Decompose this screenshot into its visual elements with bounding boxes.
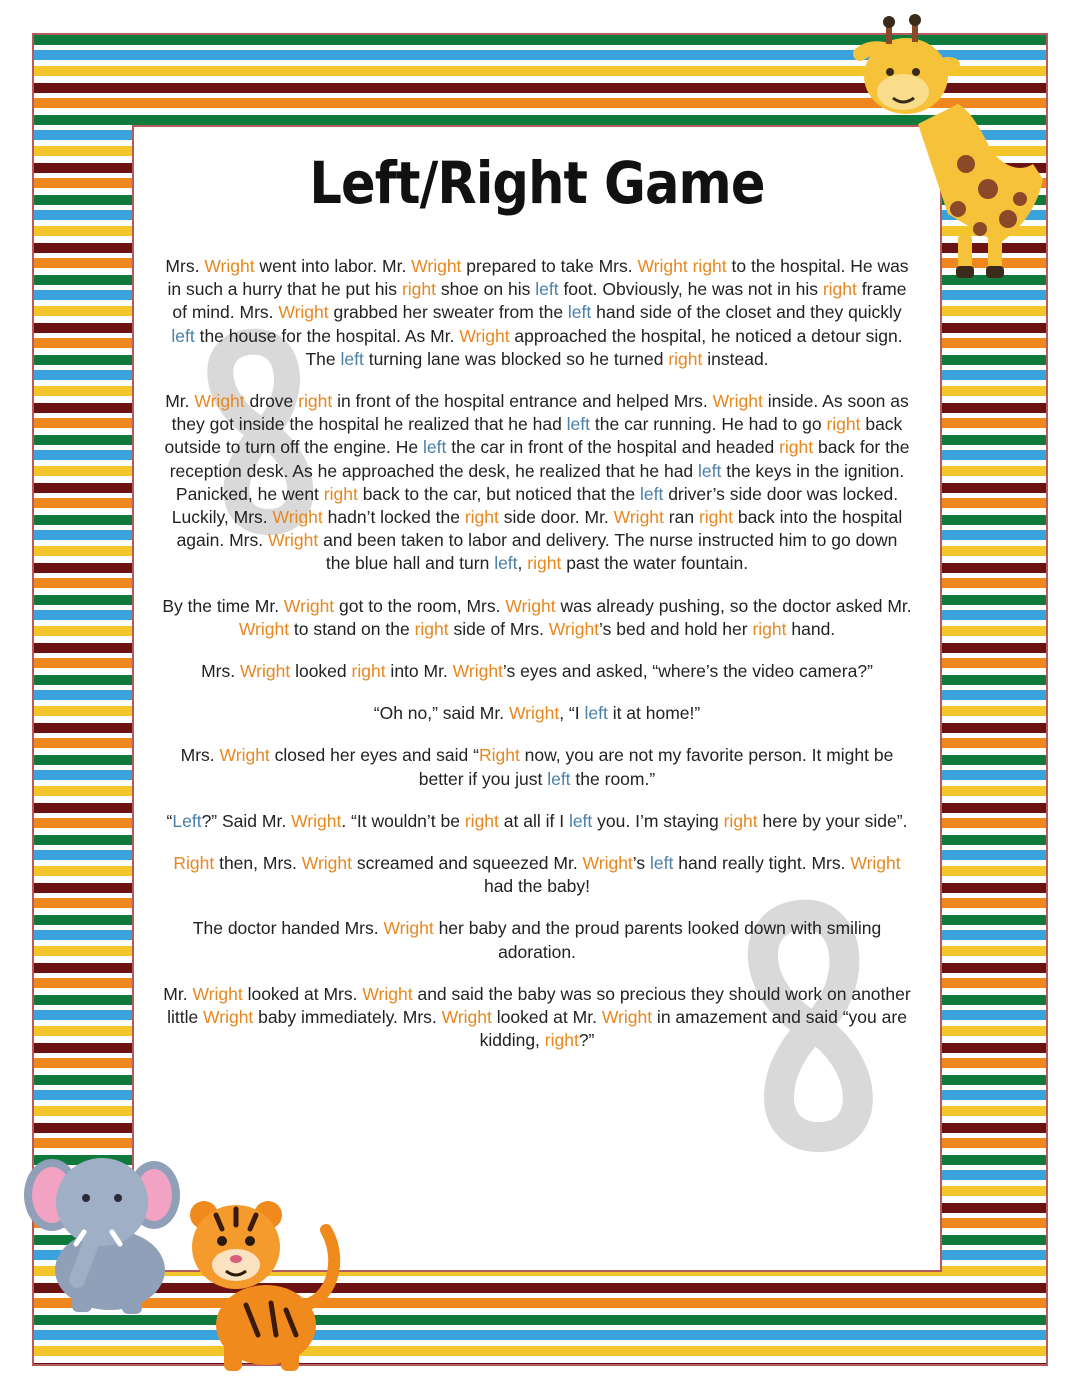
story-text-segment: the room.” — [570, 768, 656, 789]
highlight-right-word: Wright — [301, 853, 352, 874]
story-text-segment: back for the reception desk. As he approached the desk, he realized that he had — [169, 437, 910, 481]
story-text-segment: Mrs. — [201, 661, 240, 682]
story-text-segment: ’s eyes and asked, “where’s the video camera?” — [502, 661, 873, 682]
highlight-right-word: Wright — [283, 595, 335, 616]
story-text-segment: to stand on the — [289, 618, 415, 639]
story-text-segment: driver’s side door was locked. Luckily, Mrs. — [171, 483, 899, 528]
highlight-left-word: left — [639, 483, 664, 504]
story-text-segment: past the water fountain. — [561, 553, 749, 574]
story-text-segment: and been taken to labor and delivery. The nurse instructed him to go down the blue hall and turn — [318, 530, 898, 574]
story-text-segment: turning lane was blocked so he turned — [363, 348, 669, 369]
highlight-left-word: left — [535, 279, 559, 300]
story-text-segment: closed her eyes and said “ — [269, 745, 479, 766]
highlight-left-word: left — [698, 460, 722, 481]
highlight-right-word: Wright — [548, 618, 600, 639]
story-text-segment: baby immediately. Mrs. — [253, 1007, 442, 1028]
story-text-segment: the house for the hospital. As Mr. — [194, 325, 460, 346]
highlight-right-word: right — [822, 279, 857, 300]
story-paragraph — [162, 702, 912, 725]
highlight-right-word: right — [826, 414, 861, 435]
highlight-right-word: Wright — [613, 507, 664, 528]
highlight-right-word: right — [692, 256, 727, 276]
story-paragraph — [162, 810, 912, 833]
story-text-segment: back outside to turn off the engine. He — [164, 414, 903, 458]
story-text-segment: screamed and squeezed Mr. — [352, 853, 583, 874]
highlight-right-word: right — [351, 661, 386, 682]
highlight-right-word: right — [323, 483, 358, 504]
highlight-right-word: Wright — [291, 810, 342, 831]
highlight-right-word: Wright — [452, 661, 503, 682]
highlight-left-word: left — [547, 768, 571, 789]
highlight-right-word: Wright — [508, 703, 560, 724]
highlight-right-word: Wright — [239, 661, 291, 682]
story-text-segment: hand. — [786, 618, 836, 639]
story-text-segment: side of Mrs. — [448, 618, 549, 639]
highlight-right-word: Wright — [238, 618, 290, 639]
story-paragraph — [162, 660, 912, 683]
highlight-right-word: right — [544, 1030, 579, 1051]
story-text-segment: ’s bed and hold her — [599, 618, 753, 639]
story-text-segment: frame of mind. Mrs. — [172, 279, 907, 323]
highlight-left-word: left — [494, 553, 518, 574]
story-text-segment: you. I’m staying — [592, 810, 724, 831]
highlight-right-word: right — [298, 391, 333, 412]
story-text-segment: the keys in the ignition. Panicked, he went — [175, 460, 905, 504]
story-text-segment: back into the hospital again. Mrs. — [176, 507, 903, 551]
highlight-right-word: Wright — [362, 983, 413, 1004]
story-text-segment: . “It wouldn’t be — [341, 810, 465, 831]
highlight-right-word: Wright — [637, 256, 688, 276]
story-text-segment: side door. Mr. — [498, 507, 614, 528]
highlight-right-word: right — [464, 810, 499, 831]
highlight-left-word: left — [171, 325, 195, 346]
story-text-segment: in front of the hospital entrance and helped Mrs. — [332, 391, 713, 412]
highlight-right-word: Wright — [203, 1007, 254, 1028]
highlight-right-word: Wright — [272, 507, 323, 528]
story-text-segment: had the baby! — [483, 876, 591, 897]
highlight-right-word: Wright — [459, 325, 510, 346]
story-text-segment: “Oh no,” said Mr. — [373, 703, 509, 724]
highlight-right-word: Wright — [268, 530, 319, 551]
story-text-segment: here by your side”. — [757, 810, 908, 831]
highlight-right-word: Wright — [194, 391, 245, 412]
story-text-segment: the car running. He had to go — [590, 414, 827, 435]
highlight-left-word: left — [568, 810, 593, 831]
story-text-segment: now, you are not my favorite person. It might be better if you just — [418, 745, 894, 789]
highlight-right-word: Right — [478, 745, 520, 766]
story-text-segment: into Mr. — [385, 661, 453, 682]
highlight-right-word: Wright — [505, 595, 556, 616]
story-paragraph — [162, 983, 912, 1053]
story-text-segment: looked — [290, 661, 352, 682]
highlight-right-word: Wright — [383, 918, 434, 939]
story-text-segment: Mrs. — [180, 745, 220, 766]
story-text-segment: hand side of the closet and they quickly — [591, 302, 902, 323]
highlight-left-word: left — [584, 703, 608, 724]
highlight-right-word: Wright — [192, 983, 243, 1004]
highlight-right-word: right — [527, 553, 562, 574]
highlight-right-word: Wright — [411, 256, 462, 276]
story-text-segment: shoe on his — [435, 279, 536, 300]
elephant-icon — [22, 1140, 180, 1318]
story-paragraph — [162, 917, 912, 963]
story-text-segment: at all if I — [498, 810, 569, 831]
story-text-segment: ran — [663, 507, 699, 528]
story-text-segment: was already pushing, so the doctor asked Mr. — [555, 595, 912, 616]
story-text-segment: it at home!” — [607, 703, 701, 724]
story-text-segment: hand really tight. Mrs. — [673, 853, 851, 874]
story-text-segment: By the time Mr. — [162, 595, 284, 616]
highlight-right-word: right — [414, 618, 449, 639]
highlight-right-word: Wright — [441, 1007, 492, 1028]
story-text-segment: then, Mrs. — [214, 853, 302, 874]
highlight-right-word: Wright — [219, 745, 270, 766]
highlight-right-word: Wright — [712, 391, 763, 412]
tiger-icon — [186, 1185, 344, 1375]
highlight-left-word: left — [566, 414, 591, 435]
story-text-segment: her baby and the proud parents looked down with smiling adoration. — [433, 918, 882, 962]
story-text-segment: approached the hospital, he noticed a detour sign. The — [305, 325, 903, 369]
story-paragraph — [162, 595, 912, 641]
story-text-segment: Mr. — [163, 983, 193, 1004]
highlight-right-word: Wright — [850, 853, 901, 874]
giraffe-icon — [848, 14, 1048, 282]
story-text-segment: “ — [166, 810, 173, 831]
highlight-right-word: Right — [173, 853, 215, 874]
story-text-segment: ’s — [632, 853, 650, 874]
highlight-right-word: Wright — [204, 256, 255, 276]
story-text-segment: instead. — [702, 348, 769, 369]
story-text-segment: hadn’t locked the — [322, 507, 465, 528]
story-text-segment: got to the room, Mrs. — [334, 595, 506, 616]
story-text-segment: the car in front of the hospital and headed — [446, 437, 780, 458]
story-text-segment: Mr. — [165, 391, 195, 412]
story-text-segment: The doctor handed Mrs. — [192, 918, 384, 939]
story-text-segment: back to the car, but noticed that the — [357, 483, 640, 504]
story-text-segment: to the hospital. He was in such a hurry that he put his — [167, 256, 909, 300]
story-text-segment: ?” — [578, 1030, 595, 1051]
story-text-segment: , “I — [559, 703, 585, 724]
story-paragraph — [162, 744, 912, 790]
highlight-right-word: right — [464, 507, 499, 528]
story-text-segment: in amazement and said “you are kidding, — [479, 1007, 907, 1051]
highlight-right-word: right — [698, 507, 733, 528]
story-text-segment: Mrs. — [165, 256, 205, 276]
story-text-segment: foot. Obviously, he was not in his — [558, 279, 823, 300]
highlight-right-word: Wright — [278, 302, 329, 323]
story-paragraph — [162, 852, 912, 898]
highlight-right-word: right — [723, 810, 758, 831]
highlight-right-word: right — [779, 437, 814, 458]
story-text-segment: grabbed her sweater from the — [328, 302, 568, 323]
highlight-left-word: left — [340, 348, 364, 369]
story-text-segment: prepared to take Mrs. — [461, 256, 638, 276]
highlight-right-word: right — [752, 618, 787, 639]
highlight-right-word: right — [668, 348, 703, 369]
highlight-left-word: left — [423, 437, 447, 458]
story-paragraph — [162, 255, 912, 371]
story-text — [162, 255, 912, 1071]
story-text-segment: looked at Mrs. — [242, 983, 363, 1004]
story-panel — [132, 125, 942, 1272]
page-title: Left/Right Game — [309, 149, 765, 217]
story-text-segment: and said the baby was so precious they should work on another little — [167, 983, 911, 1028]
story-text-segment: went into labor. Mr. — [254, 256, 412, 276]
story-text-segment: inside. As soon as they got inside the hospital he realized that he had — [171, 391, 909, 435]
highlight-left-word: left — [567, 302, 592, 323]
story-text-segment: looked at Mr. — [491, 1007, 602, 1028]
story-paragraph — [162, 390, 912, 576]
highlight-right-word: Wright — [601, 1007, 653, 1028]
story-text-segment: drove — [244, 391, 299, 412]
highlight-right-word: Wright — [582, 853, 633, 874]
highlight-left-word: Left — [172, 810, 202, 831]
highlight-right-word: right — [401, 279, 436, 300]
highlight-left-word: left — [649, 853, 674, 874]
story-text-segment: ?” Said Mr. — [201, 810, 292, 831]
story-text-segment: , — [517, 553, 528, 574]
